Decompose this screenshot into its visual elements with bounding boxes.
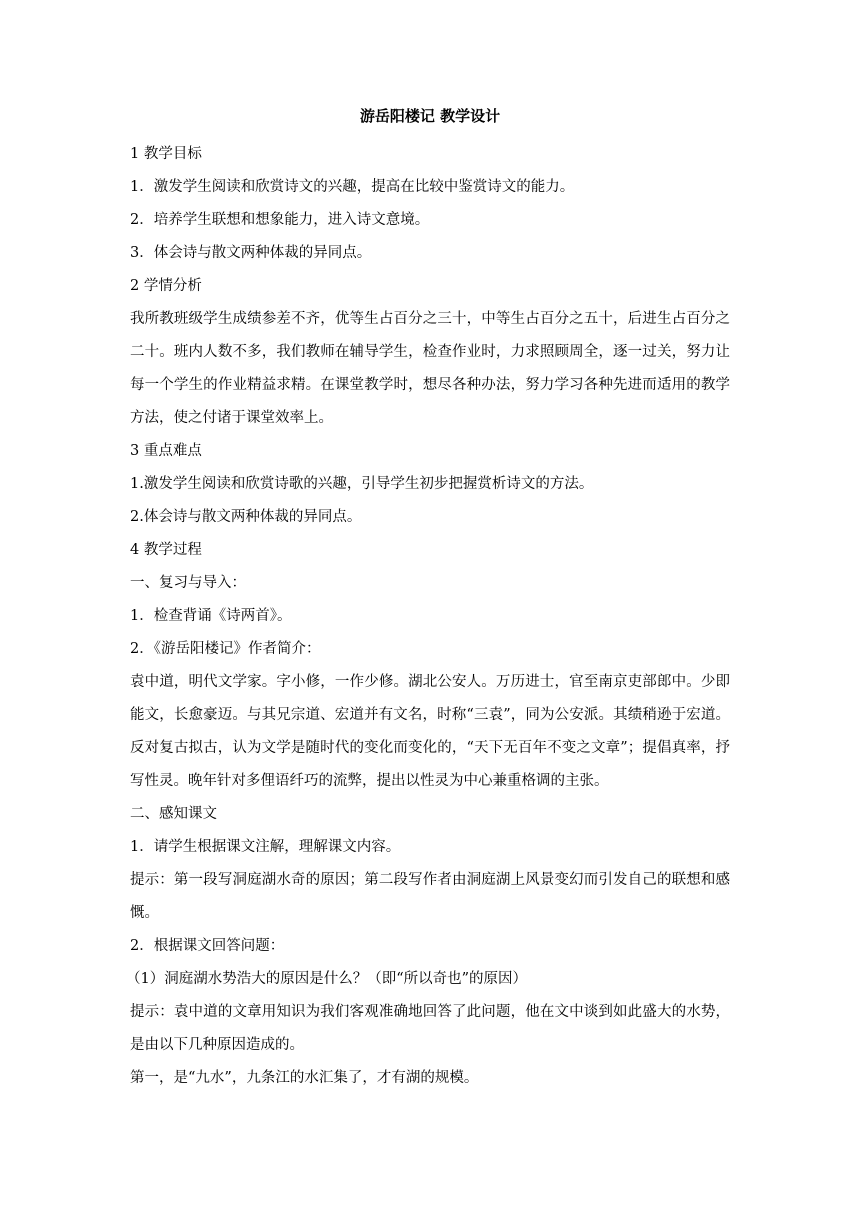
section-heading-teaching-goals: 1 教学目标 [130, 146, 202, 162]
key-point-1: 1.激发学生阅读和欣赏诗歌的兴趣，引导学生初步把握赏析诗文的方法。 [130, 476, 594, 492]
question-1: （1）洞庭湖水势浩大的原因是什么？（即“所以奇也”的原因） [126, 971, 528, 987]
perceive-item-2: 2．根据课文回答问题： [130, 938, 285, 954]
subsection-perceive-text: 二、感知课文 [130, 806, 217, 822]
hint-paragraph-1: 提示：第一段写洞庭湖水奇的原因；第二段写作者由洞庭湖上风景变幻而引发自己的联想和感慨。 [130, 872, 730, 921]
reason-1-paragraph: 第一，是“九水”，九条江的水汇集了，才有湖的规模。 [130, 1070, 479, 1086]
key-point-2: 2.体会诗与散文两种体裁的异同点。 [130, 509, 362, 525]
section-heading-teaching-process: 4 教学过程 [130, 542, 202, 558]
section-heading-student-analysis: 2 学情分析 [130, 278, 202, 294]
subsection-review-intro: 一、复习与导入： [130, 575, 246, 591]
section-heading-key-points: 3 重点难点 [130, 443, 202, 459]
goal-item-3: 3．体会诗与散文两种体裁的异同点。 [130, 245, 372, 261]
document-body [126, 106, 730, 1095]
perceive-item-1: 1．请学生根据课文注解，理解课文内容。 [130, 839, 401, 855]
goal-item-1: 1．激发学生阅读和欣赏诗文的兴趣，提高在比较中鉴赏诗文的能力。 [130, 179, 575, 195]
student-analysis-paragraph: 我所教班级学生成绩参差不齐，优等生占百分之三十，中等生占百分之五十，后进生占百分之二十。班内人数不多，我们教师在辅导学生，检查作业时，力求照顾周全，逐一过关，努力让每一个学生的作业精益求精。在课堂教学时，想尽各种办法，努力学习各种先进而适用的教学方法，使之付诸于课堂效率上。 [130, 311, 730, 426]
document-title: 游岳阳楼记 教学设计 [359, 107, 501, 125]
review-item-2: 2．《游岳阳楼记》作者简介： [130, 641, 321, 657]
review-item-1: 1．检查背诵《诗两首》。 [130, 608, 292, 624]
goal-item-2: 2．培养学生联想和想象能力，进入诗文意境。 [130, 212, 430, 228]
hint-paragraph-2: 提示：袁中道的文章用知识为我们客观准确地回答了此问题，他在文中谈到如此盛大的水势，是由以下几种原因造成的。 [130, 1004, 730, 1053]
author-bio-paragraph: 袁中道，明代文学家。字小修，一作少修。湖北公安人。万历进士，官至南京吏部郎中。少即能文，长愈豪迈。与其兄宗道、宏道并有文名，时称“三袁”，同为公安派。其绩稍逊于宏道。反对复古拟古，认为文学是随时代的变化而变化的，“天下无百年不变之文章”；提倡真率，抒写性灵。晚年针对多俚语纤巧的流弊，提出以性灵为中心兼重格调的主张。 [130, 674, 730, 789]
